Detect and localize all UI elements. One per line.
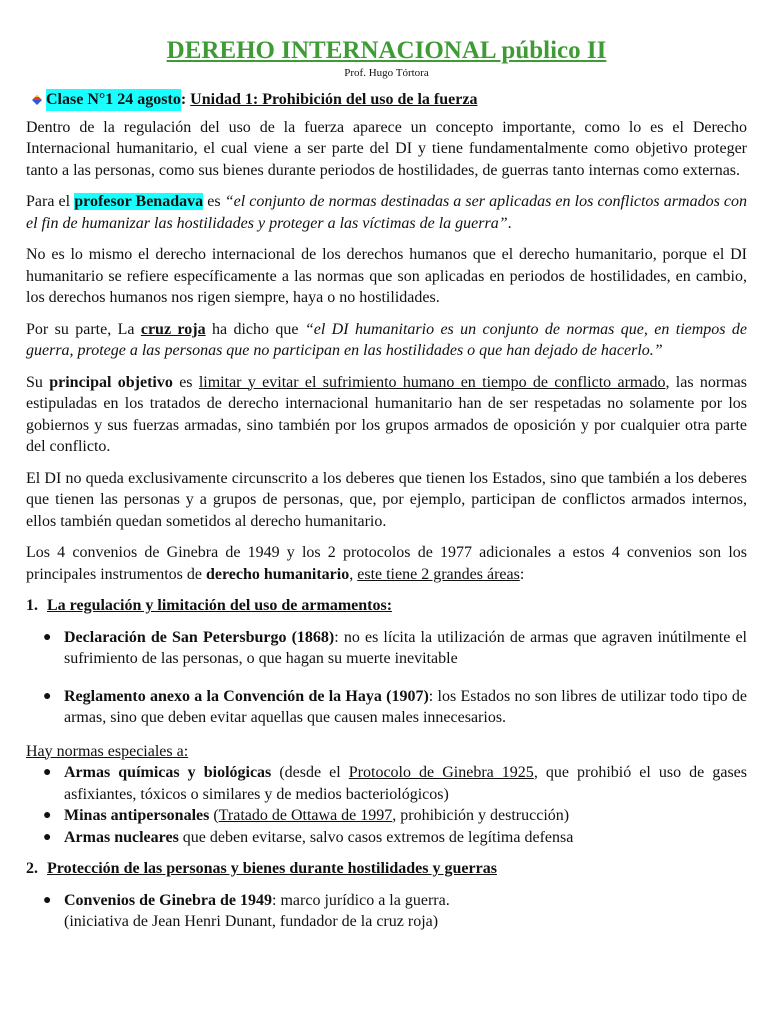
p2-end: . (507, 214, 512, 232)
paragraph-objective (26, 372, 747, 458)
item-underline: Tratado de Ottawa de 1997 (218, 807, 393, 824)
p5-mid: es (172, 373, 199, 391)
p7-end: : (519, 565, 525, 583)
list-item (40, 762, 747, 805)
p2-pre: Para el (26, 193, 75, 210)
class-label: Clase N°1 24 agosto (46, 89, 181, 111)
item-title: Declaración de San Petersburgo (1868) (64, 628, 335, 646)
p4-mid: ha dicho que (205, 320, 305, 338)
item-pre: ( (209, 807, 219, 824)
p7-underline: este tiene 2 grandes áreas (357, 565, 520, 583)
item-title: Convenios de Ginebra de 1949 (64, 891, 273, 909)
bullet-dot: ● (43, 829, 52, 845)
paragraph-intro: Dentro de la regulación del uso de la fuerza aparece un concepto importante, como lo es el Derecho Internacional humanitario, el cual viene a ser parte del DI y tiene fundamentalmente como objetivo proteger tanto a las personas, como sus bienes durante periodos de hostilidades, de guerras tanto internas como externas. (26, 118, 747, 179)
section-1-heading (26, 595, 747, 617)
item-underline: Protocolo de Ginebra 1925 (348, 764, 534, 781)
p2-mid: es (203, 193, 225, 210)
section-2-heading (26, 858, 747, 880)
p7-mid: , (349, 565, 358, 583)
list-item (40, 827, 747, 849)
item-note: (iniciativa de Jean Henri Dunant, fundador de la cruz roja) (64, 913, 439, 930)
bullet-dot: ● (43, 808, 52, 823)
p2-highlight: profesor Benadava (74, 193, 204, 210)
section-2-number: 2. (26, 860, 38, 877)
item-text: : marco jurídico a la guerra. (272, 891, 450, 909)
item-title: Armas químicas y biológicas (64, 764, 272, 781)
item-text: , que prohibió el uso de gases asfixiantes, tóxicos o similares y de medios bacteriológicos) (64, 764, 748, 803)
item-text: que deben evitarse, salvo casos extremos de legítima defensa (178, 828, 574, 846)
section-1-list (26, 627, 747, 729)
bullet-dot: ● (43, 765, 52, 780)
p5-pre: Su (26, 373, 50, 391)
item-text: : no es lícita la utilización de armas que agraven inútilmente el sufrimiento de las personas, o que hagan su muerte inevitable (64, 628, 748, 667)
section-1-title: La regulación y limitación del uso de armamentos: (47, 597, 393, 614)
document-title: DEREHO INTERNACIONAL público II (166, 37, 607, 64)
paragraph-difference: No es lo mismo el derecho internacional de los derechos humanos que el derecho humanitario, porque el DI humanitario se refiere específicamente a las normas que son aplicadas en periodos de hostilidades, en cambio, los derechos humanos nos rigen siempre, haya o no hostilidades. (26, 246, 747, 306)
document-subtitle: Prof. Hugo Tórtora (344, 67, 429, 79)
bullet-dot: ● (43, 629, 52, 645)
bullet-dot: ● (43, 892, 52, 908)
p4-bold: cruz roja (140, 320, 206, 338)
p7-bold: derecho humanitario (205, 565, 350, 583)
paragraph-benadava (26, 191, 747, 234)
list-item (40, 890, 747, 933)
bullet-dot: ● (43, 688, 52, 704)
p5-underline: limitar y evitar el sufrimiento humano en tiempo de conflicto armado (198, 373, 666, 391)
p5-bold: principal objetivo (49, 373, 173, 391)
special-norms-list (26, 762, 747, 848)
p4-pre: Por su parte, La (26, 320, 141, 338)
item-title: Reglamento anexo a la Convención de la Haya (1907) (64, 687, 429, 705)
colored-arrow-bullet-icon (31, 94, 43, 106)
p2-quote: “el conjunto de normas destinadas a ser aplicadas en los conflictos armados con el fin de humanizar las hostilidades y proteger a las víctimas de la guerra” (26, 193, 748, 232)
unit-title: Unidad 1: Prohibición del uso de la fuerza (190, 91, 478, 108)
section-2-title: Protección de las personas y bienes durante hostilidades y guerras (47, 860, 497, 877)
special-norms-heading: Hay normas especiales a: (26, 742, 189, 760)
section-1-number: 1. (26, 597, 38, 614)
paragraph-cruz-roja (26, 319, 747, 362)
list-item (40, 627, 747, 670)
paragraph-duties: El DI no queda exclusivamente circunscrito a los deberes que tienen los Estados, sino que también a los deberes que tienen las personas y a grupos de personas, que, por ejemplo, participan de conflictos armados internos, ellos también quedan sometidos al derecho humanitario. (26, 469, 747, 530)
p4-quote: “el DI humanitario es un conjunto de normas que, en tiempos de guerra, protege a las personas que no participan en las hostilidades o que han dejado de hacerlo.” (26, 320, 748, 359)
item-title: Armas nucleares (64, 828, 179, 846)
paragraph-conventions (26, 542, 747, 585)
class-heading (31, 89, 747, 111)
p5-rest: , las normas estipuladas en los tratados de derecho internacional humanitario han de ser respetadas no solamente por los gobiernos y sus fuerzas armadas, sino también por los grupos armados de oposición y por cualquier otra parte del conflicto. (26, 373, 747, 455)
item-title: Minas antipersonales (64, 807, 210, 824)
list-item (40, 805, 747, 827)
list-item (40, 686, 747, 729)
item-pre: (desde el (271, 764, 349, 781)
item-text: : los Estados no son libres de utilizar todo tipo de armas, sino que deben evitar aquellas que causen males innecesarios. (64, 687, 747, 726)
class-separator: : (180, 91, 191, 108)
item-text: , prohibición y destrucción) (392, 807, 570, 824)
p7-pre: Los 4 convenios de Ginebra de 1949 y los 2 protocolos de 1977 adicionales a estos 4 convenios son los principales instrumentos de (26, 544, 747, 583)
section-2-list (26, 890, 747, 933)
